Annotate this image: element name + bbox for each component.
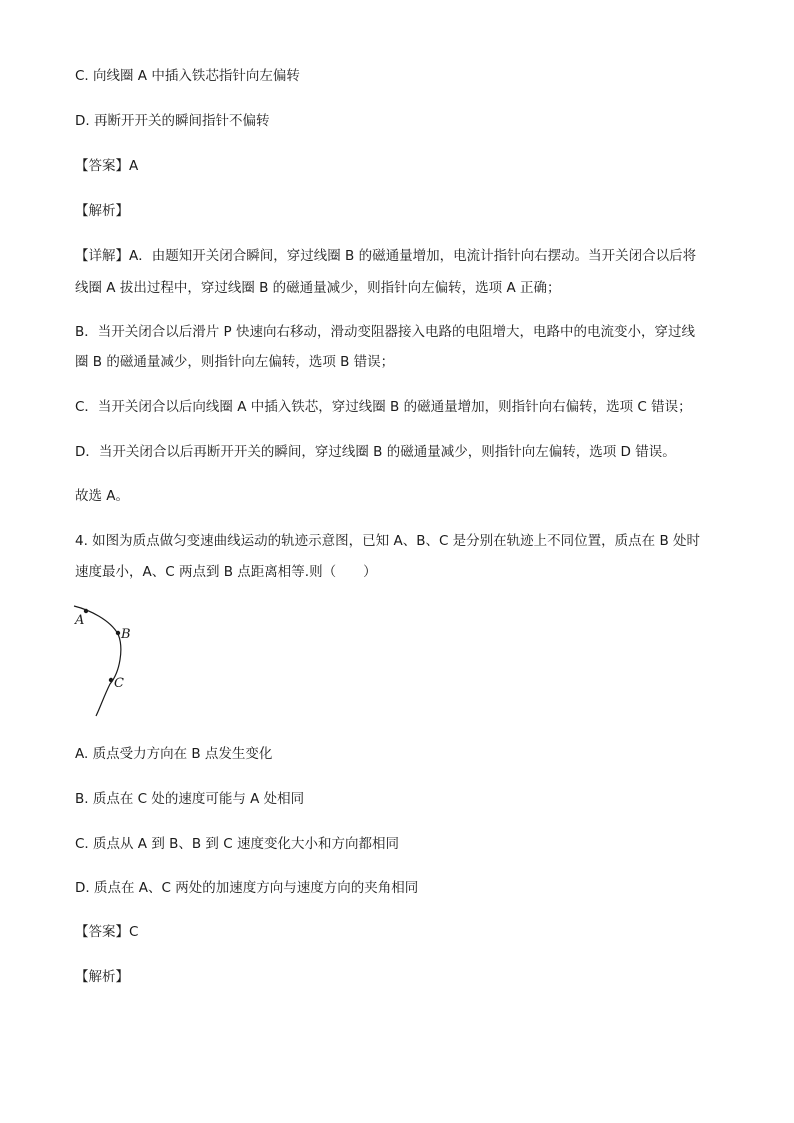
- option-c-prev: C. 向线圈 A 中插入铁芯指针向左偏转: [75, 68, 300, 84]
- q4-answer: 【答案】C: [75, 924, 139, 940]
- point-b-marker: [116, 631, 120, 635]
- detail-c: C．当开关闭合以后向线圈 A 中插入铁芯，穿过线圈 B 的磁通量增加，则指针向右偏转，选项 C 错误；: [75, 399, 692, 415]
- analysis-heading-prev: 【解析】: [75, 203, 129, 219]
- trajectory-figure: [70, 600, 150, 720]
- q4-option-d: D. 质点在 A、C 两处的加速度方向与速度方向的夹角相同: [75, 880, 419, 896]
- detail-a-line2: 线圈 A 拔出过程中，穿过线圈 B 的磁通量减少，则指针向左偏转，选项 A 正确；: [75, 280, 561, 296]
- detail-d: D．当开关闭合以后再断开开关的瞬间，穿过线圈 B 的磁通量减少，则指针向左偏转，选项 D 错误。: [75, 444, 676, 460]
- point-a-marker: [84, 609, 88, 613]
- q4-option-b: B. 质点在 C 处的速度可能与 A 处相同: [75, 791, 305, 807]
- answer-prev: 【答案】A: [75, 158, 139, 174]
- point-c-label: C: [114, 676, 124, 691]
- trajectory-diagram: [70, 600, 150, 720]
- detail-b-line2: 圈 B 的磁通量减少，则指针向左偏转，选项 B 错误；: [75, 354, 395, 370]
- q4-option-a: A. 质点受力方向在 B 点发生变化: [75, 746, 273, 762]
- option-d-prev: D. 再断开开关的瞬间指针不偏转: [75, 113, 270, 129]
- q4-stem-line1: 4. 如图为质点做匀变速曲线运动的轨迹示意图，已知 A、B、C 是分别在轨迹上不同位置，质点在 B 处时: [75, 533, 701, 549]
- point-a-label: A: [75, 613, 85, 628]
- q4-stem-line2: 速度最小，A、C 两点到 B 点距离相等.则（ ）: [75, 564, 377, 580]
- conclusion-prev: 故选 A。: [75, 488, 130, 504]
- detail-a-line1: 【详解】A．由题知开关闭合瞬间，穿过线圈 B 的磁通量增加，电流计指针向右摆动。当开关闭合以后将: [75, 248, 697, 264]
- point-c-marker: [109, 678, 113, 682]
- detail-b-line1: B．当开关闭合以后滑片 P 快速向右移动，滑动变阻器接入电路的电阻增大，电路中的电流变小，穿过线: [75, 324, 695, 340]
- point-b-label: B: [121, 627, 131, 642]
- q4-analysis-heading: 【解析】: [75, 969, 129, 985]
- q4-option-c: C. 质点从 A 到 B、B 到 C 速度变化大小和方向都相同: [75, 836, 399, 852]
